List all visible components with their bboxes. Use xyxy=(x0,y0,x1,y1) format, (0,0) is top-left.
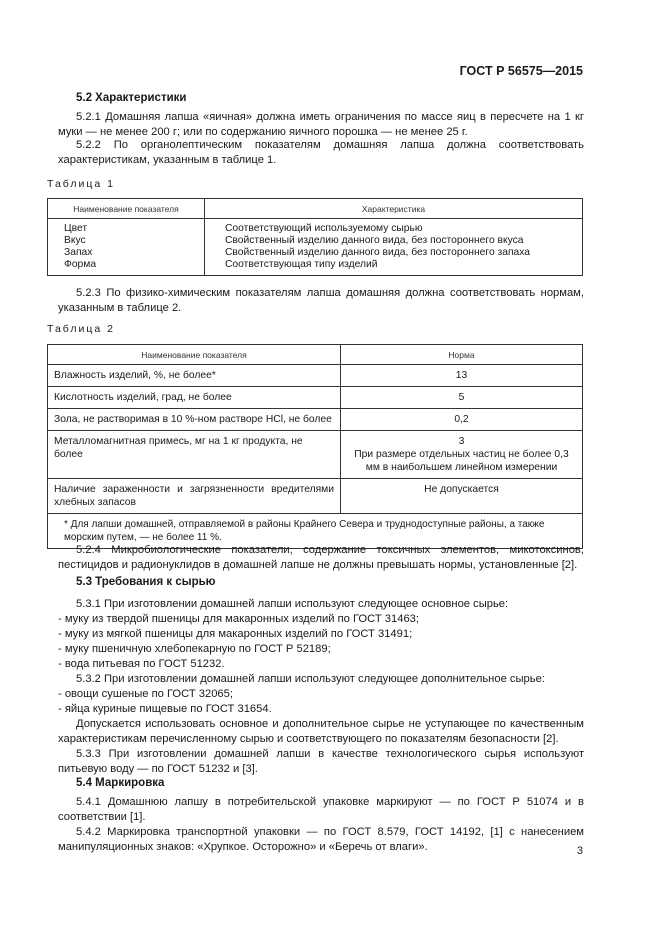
table1-values-cell xyxy=(205,219,583,276)
list-item: - муку из твердой пшеницы для макаронных изделий по ГОСТ 31463; xyxy=(58,613,420,625)
table1-name: Цвет xyxy=(64,223,88,234)
paragraph-5-3-3: 5.3.3 При изготовлении домашней лапши в качестве технологического сырья используют питьевую воду — по ГОСТ 51232 и [3]. xyxy=(58,748,584,775)
document-header: ГОСТ Р 56575—2015 xyxy=(459,64,583,78)
table-row xyxy=(48,387,583,409)
table2-cell-value: 13 xyxy=(341,365,583,387)
table2-cell-name: Наличие зараженности и загрязненности вредителями хлебных запасов xyxy=(48,479,341,514)
table-row xyxy=(48,409,583,431)
list-item: - муку из мягкой пшеницы для макаронных изделий по ГОСТ 31491; xyxy=(58,628,413,640)
table1-value: Свойственный изделию данного вида, без постороннего вкуса xyxy=(225,235,524,246)
table1-value: Соответствующая типу изделий xyxy=(225,259,378,270)
table2-header-name: Наименование показателя xyxy=(48,345,341,365)
table-row xyxy=(48,431,583,479)
table2-cell-name: Металломагнитная примесь, мг на 1 кг продукта, не более xyxy=(48,431,341,479)
table1-header-name: Наименование показателя xyxy=(48,199,205,219)
paragraph-5-2-1: 5.2.1 Домашняя лапша «яичная» должна иметь ограничения по массе яиц в пересчете на 1 кг муки — не менее 200 г; или по содержанию яичного порошка — не менее 25 г. xyxy=(58,111,584,138)
table2-value-note: При размере отдельных частиц не более 0,3 мм в наибольшем линейном измерении xyxy=(354,449,569,473)
paragraph-5-2-3: 5.2.3 По физико-химическим показателям лапша домашняя должна соответствовать нормам, указанным в таблице 2. xyxy=(58,287,584,314)
table2-footnote: * Для лапши домашней, отправляемой в районы Крайнего Севера и труднодоступные районы, а также морским путем, — не более 11 %. xyxy=(48,514,583,549)
table-1 xyxy=(47,198,583,276)
table1-name: Форма xyxy=(64,259,97,270)
section-title-5-3: 5.3 Требования к сырью xyxy=(76,576,216,588)
list-item: - яйца куриные пищевые по ГОСТ 31654. xyxy=(58,703,272,715)
paragraph-5-2-4: 5.2.4 Микробиологические показатели, содержание токсичных элементов, микотоксинов, пестицидов и радионуклидов в домашней лапше не должны превышать нормы, установленные [2]. xyxy=(58,544,584,571)
table2-cell-name: Кислотность изделий, град, не более xyxy=(48,387,341,409)
table-row xyxy=(48,365,583,387)
table2-cell-name: Влажность изделий, %, не более* xyxy=(48,365,341,387)
table2-cell-value: Не допускается xyxy=(341,479,583,514)
paragraph-5-3-2: 5.3.2 При изготовлении домашней лапши используют следующее дополнительное сырье: xyxy=(76,673,545,685)
list-item: - муку пшеничную хлебопекарную по ГОСТ Р 52189; xyxy=(58,643,331,655)
table2-header-value: Норма xyxy=(341,345,583,365)
table-2 xyxy=(47,344,583,549)
table1-name: Вкус xyxy=(64,235,86,246)
paragraph-5-3-1: 5.3.1 При изготовлении домашней лапши используют следующее основное сырье: xyxy=(76,598,509,610)
table2-value: 3 xyxy=(458,436,465,447)
table1-name: Запах xyxy=(64,247,93,258)
table2-cell-value: 5 xyxy=(341,387,583,409)
table1-value: Свойственный изделию данного вида, без постороннего запаха xyxy=(225,247,531,258)
section-title-5-4: 5.4 Маркировка xyxy=(76,777,165,789)
table2-cell-name: Зола, не растворимая в 10 %-ном растворе HCl, не более xyxy=(48,409,341,431)
table2-cell-value xyxy=(341,431,583,479)
paragraph-5-3-2-note: Допускается использовать основное и дополнительное сырье не уступающее по качественным характеристикам перечисленному сырью и соответствующего по показателям безопасности [2]. xyxy=(58,718,584,745)
table-row xyxy=(48,479,583,514)
paragraph-5-4-1: 5.4.1 Домашнюю лапшу в потребительской упаковке маркируют — по ГОСТ Р 51074 и в соответствии [1]. xyxy=(58,796,584,823)
table1-value: Соответствующий используемому сырью xyxy=(225,223,423,234)
paragraph-5-2-2: 5.2.2 По органолептическим показателям домашняя лапша должна соответствовать характеристикам, указанным в таблице 1. xyxy=(58,139,584,166)
paragraph-5-4-2: 5.4.2 Маркировка транспортной упаковки — по ГОСТ 8.579, ГОСТ 14192, [1] с нанесением манипуляционных знаков: «Хрупкое. Осторожно» и «Беречь от влаги». xyxy=(58,826,584,853)
page-number: 3 xyxy=(576,845,583,857)
list-item: - овощи сушеные по ГОСТ 32065; xyxy=(58,688,233,700)
section-title-5-2: 5.2 Характеристики xyxy=(76,92,187,104)
list-item: - вода питьевая по ГОСТ 51232. xyxy=(58,658,225,670)
table1-names-cell xyxy=(48,219,205,276)
table2-caption: Таблица 2 xyxy=(47,323,115,335)
table1-header-value: Характеристика xyxy=(205,199,583,219)
table2-cell-value: 0,2 xyxy=(341,409,583,431)
table1-caption: Таблица 1 xyxy=(47,178,115,190)
